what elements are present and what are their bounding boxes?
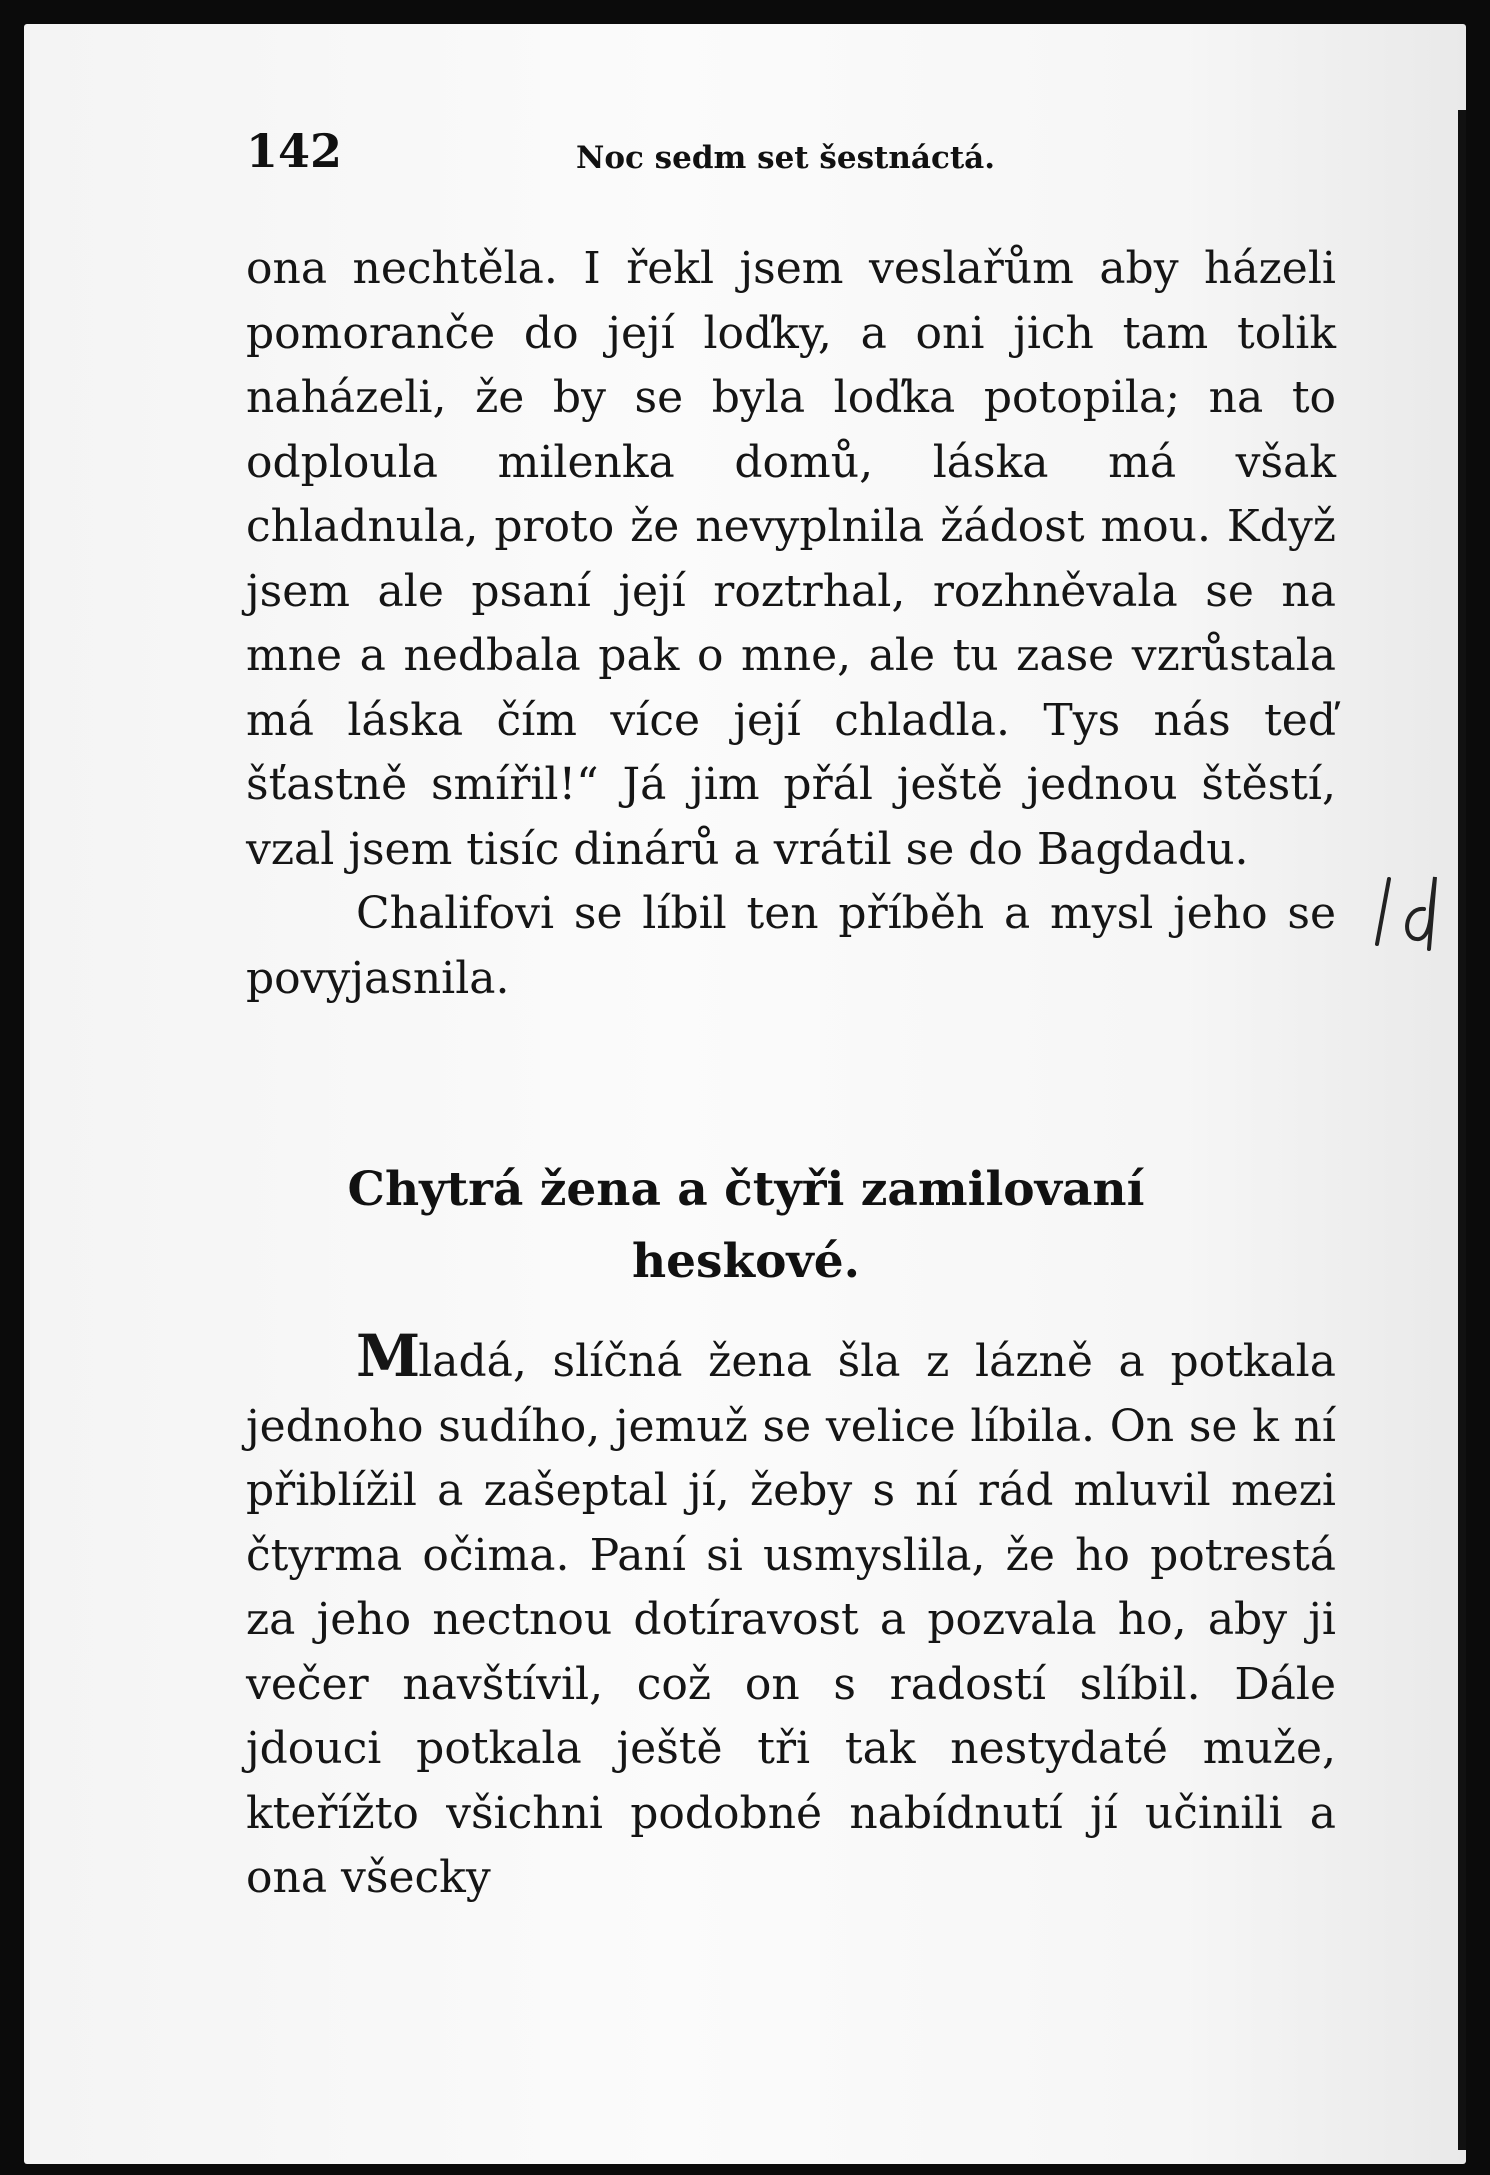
closing-paragraph: Chalifovi se líbil ten příběh a mysl jeho se povyjasnila. [246, 888, 1336, 1004]
running-title: Noc sedm set šestnáctá. [576, 140, 996, 176]
page-content [24, 24, 1466, 2164]
drop-cap: M [356, 1322, 419, 1390]
previous-story-text [246, 237, 1336, 1011]
page-number: 142 [246, 124, 343, 178]
book-page [24, 24, 1466, 2164]
page-edge-shadow [1458, 110, 1466, 2150]
section-title-line-2: heskové. [631, 1234, 861, 1289]
section-title-line-1: Chytrá žena a čtyři zamilovaní [347, 1162, 1145, 1217]
continuation-paragraph: ona nechtěla. I řekl jsem veslařům aby házeli pomoranče do její loďky, a oni jich tam tolik naházeli, že by se byla loďka potopila; na to odploula milenka domů, láska má však chladnula, proto že nevyplnila žádost mou. Když jsem ale psaní její roztrhal, rozhněvala se na mne a nedbala pak o mne, ale tu zase vzrůstala má láska čím více její chladla. Tys nás teď šťastně smířil!“ Já jim přál ještě jednou štěstí, vzal jsem tisíc dinárů a vrátil se do Bagdadu. [246, 243, 1336, 875]
story-text [246, 1324, 1336, 1911]
page-header [246, 124, 1066, 194]
handwritten-margin-note [1369, 869, 1459, 959]
section-title [246, 1154, 1246, 1298]
story-paragraph-text: ladá, slíčná žena šla z lázně a potkala jednoho sudího, jemuž se velice líbila. On se k ní přiblížil a zašeptal jí, žeby s ní rád mluvil mezi čtyrma očima. Paní si usmyslila, že ho potrestá za jeho nectnou dotíravost a pozvala ho, aby ji večer navštívil, což on s radostí slíbil. Dále jdouci potkala ještě tři tak nestydaté muže, kteřížto všichni podobné nabídnutí jí učinili a ona všecky [246, 1336, 1336, 1903]
story-paragraph [246, 1324, 1336, 1911]
